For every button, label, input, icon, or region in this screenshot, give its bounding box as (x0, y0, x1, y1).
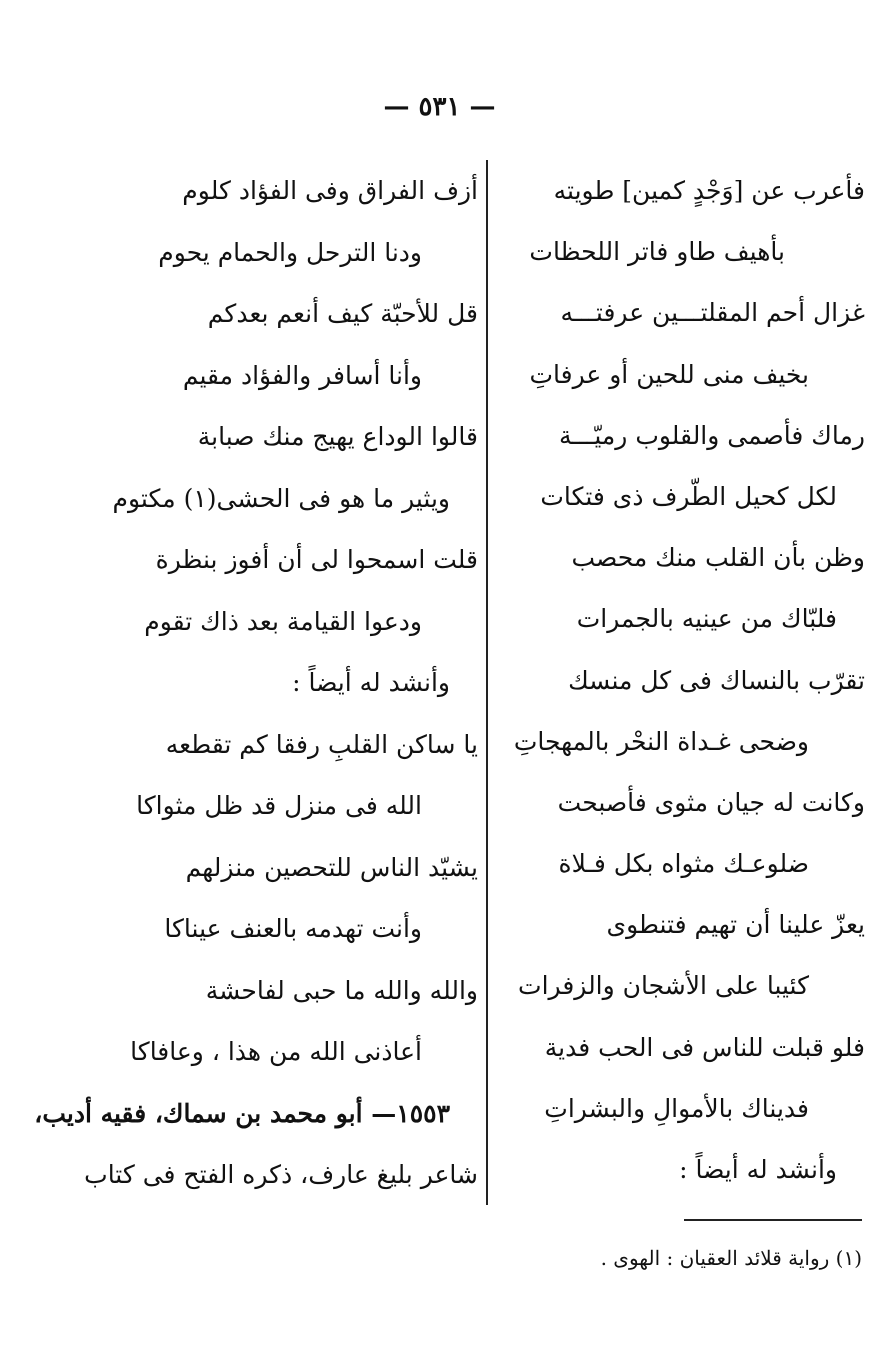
verse-line: وأنت تهدمه بالعنف عيناكا (164, 914, 422, 943)
verse-line: وأنا أسافر والفؤاد مقيم (182, 360, 422, 390)
verse-line: وكانت له جيان مثوى فأصبحت (557, 787, 865, 817)
footnote-rule (684, 1219, 862, 1221)
verse-line: وضحى غـداة النحْر بالمهجاتِ (513, 726, 809, 756)
verse-line: فديناك بالأموالِ والبشراتِ (544, 1093, 809, 1123)
verse-line: والله والله ما حبى لفاحشة (205, 975, 478, 1005)
verse-line: قلت اسمحوا لى أن أفوز بنظرة (155, 545, 478, 574)
verse-line: وظن بأن القلب منك محصب (571, 543, 865, 573)
verse-line: ودنا الترحل والحمام يحوم (158, 237, 422, 267)
biography-text: شاعر بليغ عارف، ذكره الفتح فى كتاب (84, 1160, 478, 1189)
verse-line: كئيبا على الأشجان والزفرات (518, 971, 809, 1001)
page-number: — ٥٣١ — (383, 92, 496, 122)
verse-line: فأعرب عن [وَجْدٍ كمين] طويته (553, 176, 865, 205)
verse-line: غزال أحم المقلتـــين عرفتـــه (560, 298, 865, 328)
verse-line: ويثير ما هو فى الحشى(١) مكتوم (112, 483, 450, 513)
verse-line: يشيّد الناس للتحصين منزلهم (185, 852, 478, 882)
verse-line: يعزّ علينا أن تهيم فتنطوى (606, 910, 865, 940)
verse-line: بأهيف طاو فاتر اللحظات (529, 237, 785, 267)
verse-line: ودعوا القيامة بعد ذاك تقوم (144, 606, 422, 636)
footnote: (١) رواية قلائد العقيان : الهوى . (600, 1246, 862, 1270)
section-intro: وأنشد له أيضاً : (292, 668, 450, 697)
biography-heading: ١٥٥٣— أبو محمد بن سماك، فقيه أديب، (34, 1098, 450, 1128)
verse-line: أعاذنى الله من هذا ، وعافاكا (130, 1037, 422, 1066)
verse-line: قالوا الوداع يهيج منك صبابة (197, 422, 478, 451)
verse-line: تقرّب بالنساك فى كل منسك (568, 665, 865, 695)
left-column (34, 160, 478, 1206)
verse-line: لكل كحيل الطّرف ذى فتكات (540, 481, 837, 511)
verse-line: قل للأحبّة كيف أنعم بعدكم (207, 299, 478, 328)
verse-line: الله فى منزل قد ظل مثواكا (136, 791, 422, 820)
verse-line: يا ساكن القلبِ رفقا كم تقطعه (165, 729, 478, 759)
verse-line: بخيف منى للحين أو عرفاتِ (529, 359, 809, 389)
section-intro: وأنشد له أيضاً : (679, 1155, 837, 1184)
verse-line: رماك فأصمى والقلوب رميّـــة (558, 420, 865, 450)
verse-line: ضلوعـك مثواه بكل فـلاة (558, 849, 809, 879)
verse-line: فلبّاك من عينيه بالجمرات (576, 604, 837, 634)
verse-line: أزف الفراق وفى الفؤاد كلوم (182, 176, 478, 205)
right-column (505, 160, 865, 1200)
column-divider (486, 160, 488, 1205)
verse-line: فلو قبلت للناس فى الحب فدية (544, 1032, 865, 1062)
